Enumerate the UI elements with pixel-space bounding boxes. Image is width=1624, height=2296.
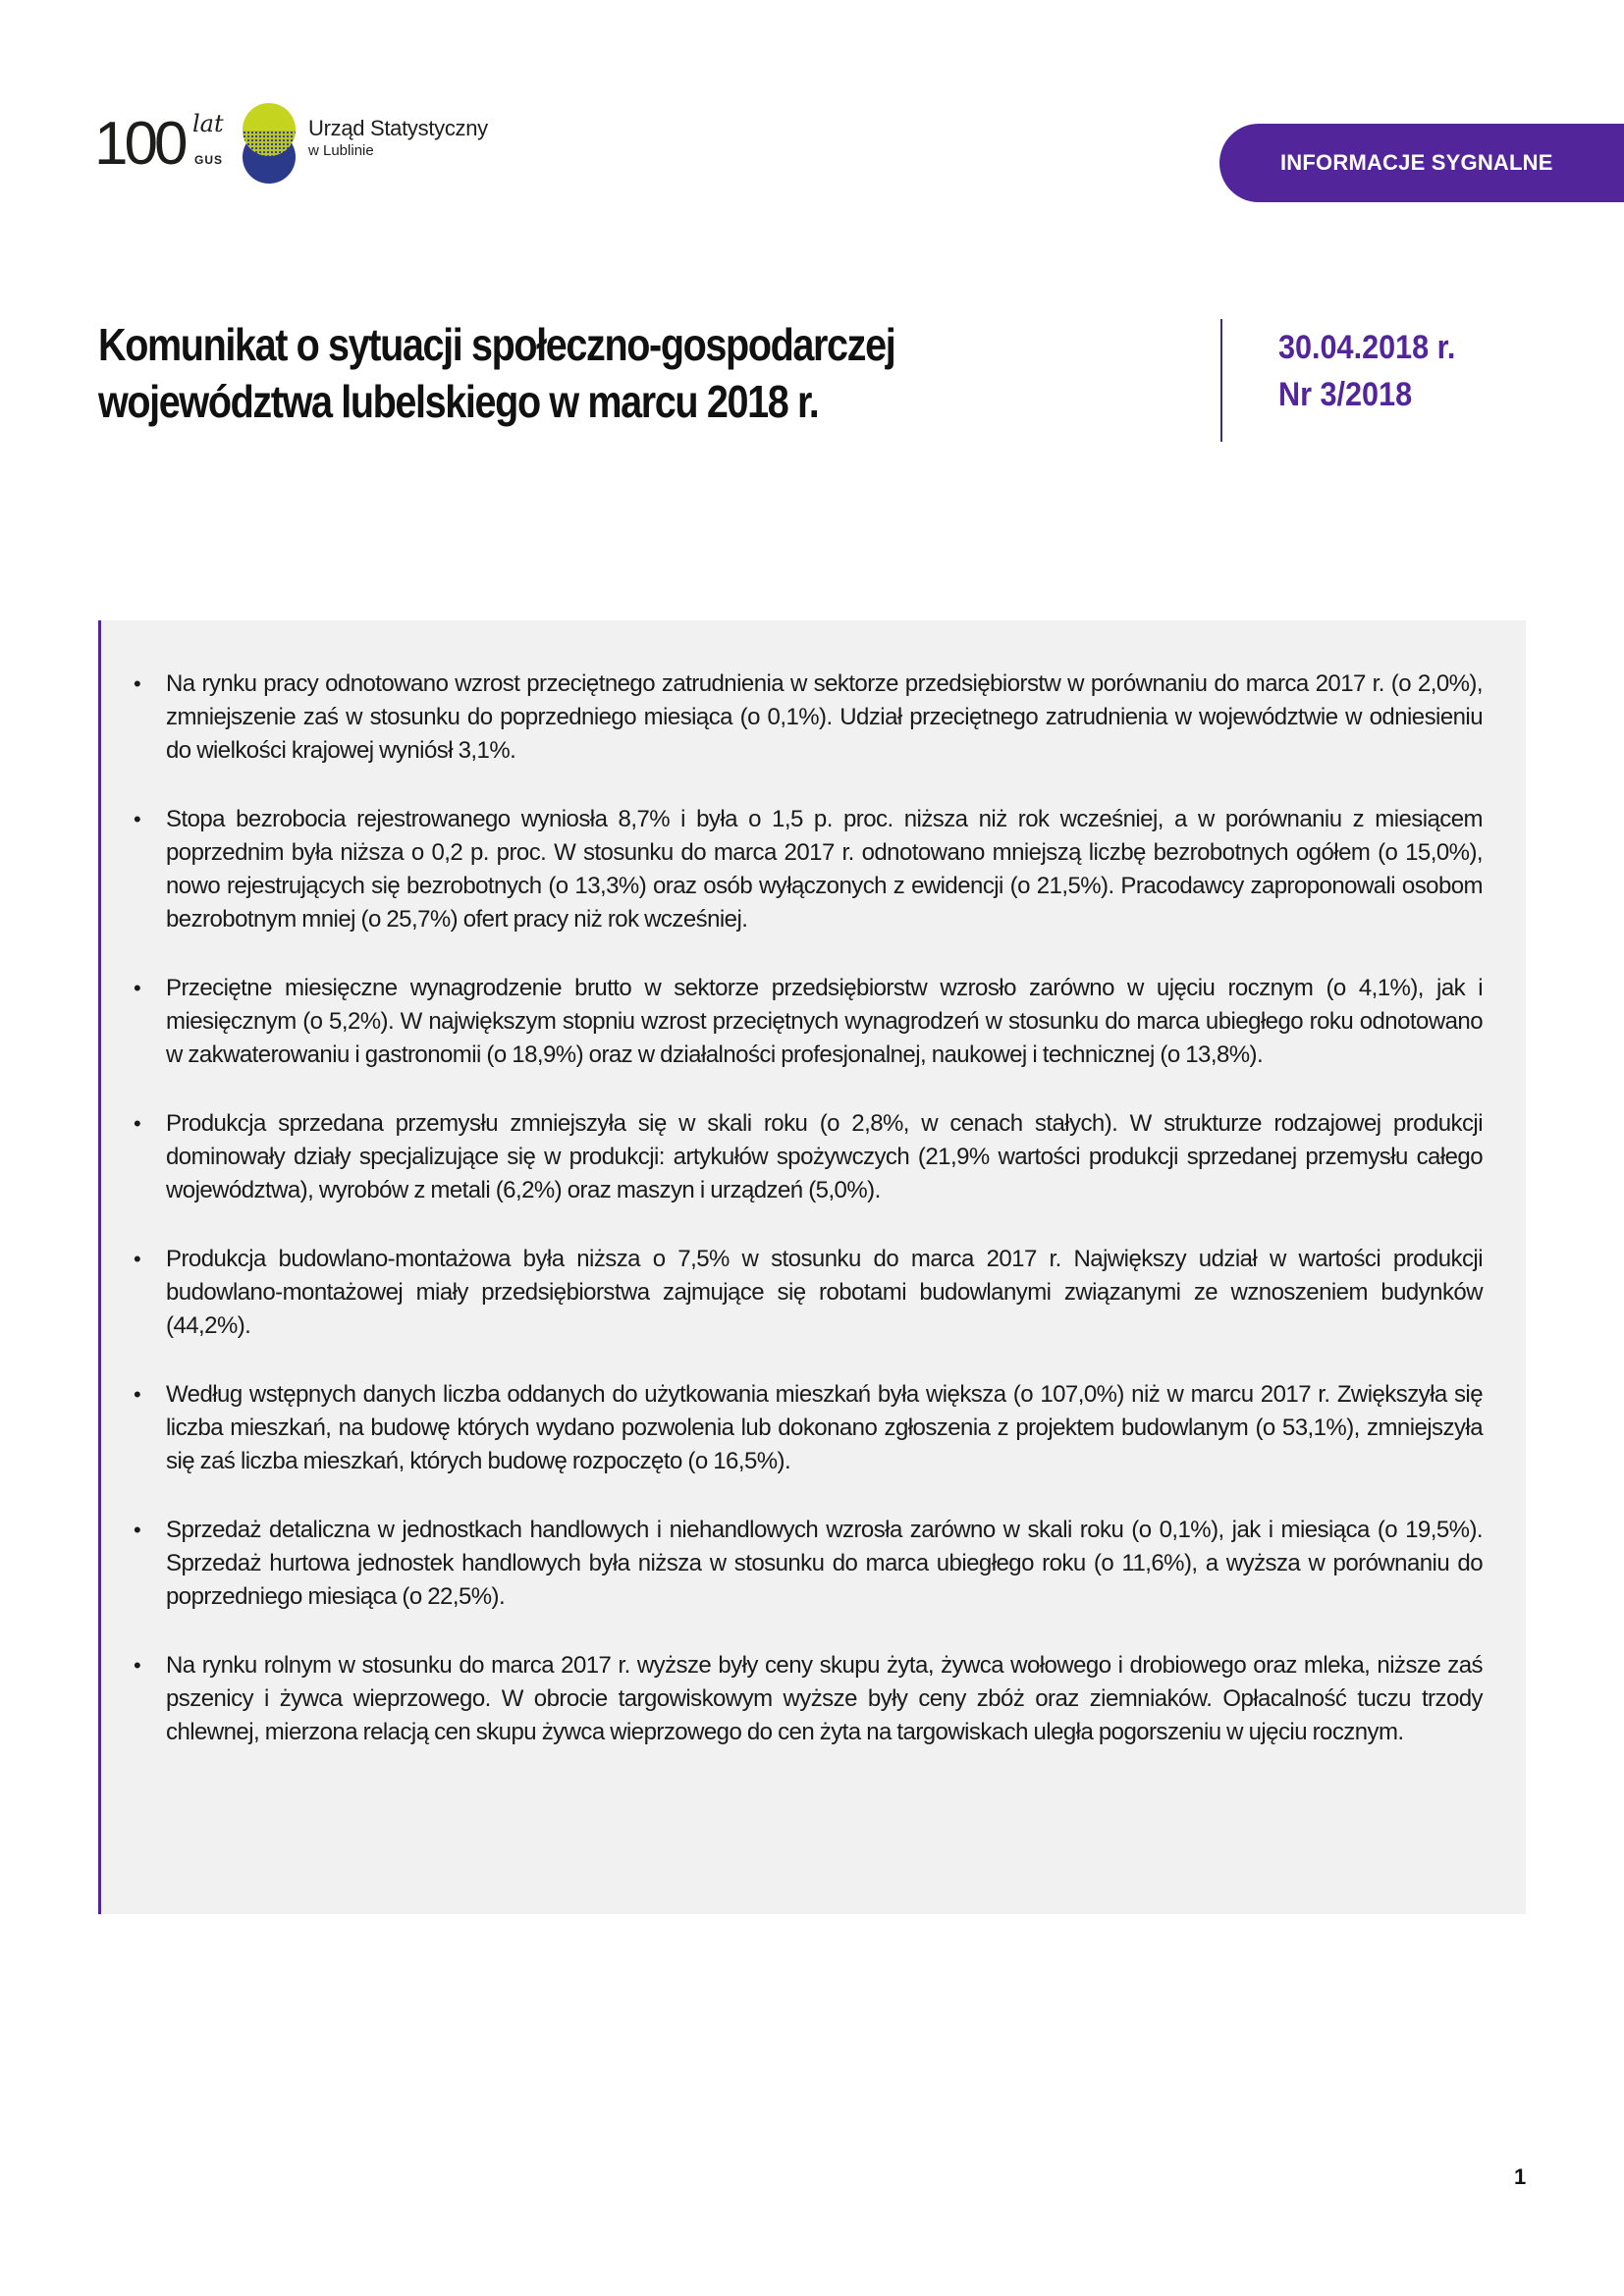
document-meta: [1278, 324, 1455, 418]
publication-type-badge: [1219, 124, 1624, 202]
summary-item: [125, 1107, 1483, 1207]
summary-item: [125, 803, 1483, 936]
summary-item-text: Przeciętne miesięczne wynagrodzenie brutto w sektorze przedsiębiorstw wzrosło zarówno w ujęciu rocznym (o 4,1%), jak i miesięcznym (o 5,2%). W największym stopniu wzrost przeciętnych wynagrodzeń w stosunku do marca ubiegłego roku odnotowano w zakwaterowaniu i gastronomii (o 18,9%) oraz w działalności profesjonalnej, naukowej i technicznej (o 13,8%).: [166, 975, 1483, 1068]
logo-gus-label: GUS: [194, 153, 224, 167]
summary-item: [125, 1514, 1483, 1614]
bullet-icon: •: [134, 976, 141, 1000]
logo-100-digits: 100: [94, 110, 185, 178]
office-name-line1: Urząd Statystyczny: [308, 116, 488, 140]
statistical-office-emblem-icon: [243, 103, 298, 184]
bullet-icon: •: [134, 671, 141, 696]
document-title: [98, 316, 1027, 430]
summary-item: [125, 972, 1483, 1072]
badge-label: INFORMACJE SYGNALNE: [1280, 150, 1553, 175]
bullet-icon: •: [134, 1518, 141, 1542]
summary-item: [125, 1243, 1483, 1343]
title-line-2: województwa lubelskiego w marcu 2018 r.: [98, 376, 819, 427]
summary-item-text: Na rynku pracy odnotowano wzrost przeciętnego zatrudnienia w sektorze przedsiębiorstw w porównaniu do marca 2017 r. (o 2,0%), zmniejszenie zaś w stosunku do poprzedniego miesiąca (o 0,1%). Udział przeciętnego zatrudnienia w województwie w odniesieniu do wielkości krajowej wyniósł 3,1%.: [166, 670, 1483, 764]
summary-item-text: Produkcja sprzedana przemysłu zmniejszyła się w skali roku (o 2,8%, w cenach stałych). W strukturze rodzajowej produkcji dominowały działy specjalizujące się w produkcji: artykułów spożywczych (21,9% wartości produkcji sprzedanej przemysłu całego województwa), wyrobów z metali (6,2%) oraz maszyn i urządzeń (5,0%).: [166, 1110, 1483, 1203]
gus-100-years-logo: [94, 110, 242, 179]
summary-list: [125, 667, 1483, 1749]
bullet-icon: •: [134, 1653, 141, 1678]
bullet-icon: •: [134, 807, 141, 831]
page-number: 1: [1514, 2164, 1527, 2189]
summary-item-text: Na rynku rolnym w stosunku do marca 2017 r. wyższe były ceny skupu żyta, żywca wołowego i drobiowego oraz mleka, niższe zaś pszenicy i żywca wieprzowego. W obrocie targowiskowym wyższe były ceny zbóż oraz ziemniaków. Opłacalność tuczu trzody chlewnej, mierzona relacją cen skupu żywca wieprzowego do cen żyta na targowiskach uległa pogorszeniu w ujęciu rocznym.: [166, 1652, 1483, 1745]
summary-item-text: Według wstępnych danych liczba oddanych do użytkowania mieszkań była większa (o 107,0%) niż w marcu 2017 r. Zwiększyła się liczba mieszkań, na budowę których wydano pozwolenia lub dokonano zgłoszenia z projektem budowlanym (o 53,1%), zmniejszyła się zaś liczba mieszkań, których budowę rozpoczęto (o 16,5%).: [166, 1381, 1483, 1474]
summary-item: [125, 1649, 1483, 1749]
summary-item: [125, 667, 1483, 768]
statistical-office-name: [308, 116, 488, 161]
title-line-1: Komunikat o sytuacji społeczno-gospodarczej: [98, 319, 895, 370]
bullet-icon: •: [134, 1382, 141, 1407]
summary-item-text: Stopa bezrobocia rejestrowanego wyniosła 8,7% i była o 1,5 p. proc. niższa niż rok wcześniej, a w porównaniu z miesiącem poprzednim była niższa o 0,2 p. proc. W stosunku do marca 2017 r. odnotowano mniejszą liczbę bezrobotnych ogółem (o 15,0%), nowo rejestrujących się bezrobotnych (o 13,3%) oraz osób wyłączonych z ewidencji (o 21,5%). Pracodawcy zaproponowali osobom bezrobotnym mniej (o 25,7%) ofert pracy niż rok wcześniej.: [166, 806, 1483, 933]
title-divider: [1220, 319, 1222, 442]
summary-item-text: Sprzedaż detaliczna w jednostkach handlowych i niehandlowych wzrosła zarówno w skali roku (o 0,1%), jak i miesiąca (o 19,5%). Sprzedaż hurtowa jednostek handlowych była niższa w stosunku do marca ubiegłego roku (o 11,6%), a wyższa w porównaniu do poprzedniego miesiąca (o 22,5%).: [166, 1517, 1483, 1610]
logo-lat-script: lat: [192, 110, 224, 137]
publication-number: Nr 3/2018: [1278, 376, 1413, 413]
office-name-line2: w Lublinie: [308, 142, 374, 159]
summary-item-text: Produkcja budowlano-montażowa była niższa o 7,5% w stosunku do marca 2017 r. Największy udział w wartości produkcji budowlano-montażowej miały przedsiębiorstwa zajmujące się robotami budowlanymi związanymi ze wznoszeniem budynków (44,2%).: [166, 1246, 1483, 1339]
summary-box: [98, 620, 1526, 1914]
bullet-icon: •: [134, 1111, 141, 1136]
bullet-icon: •: [134, 1247, 141, 1271]
summary-item: [125, 1378, 1483, 1478]
publication-date: 30.04.2018 r.: [1278, 329, 1456, 366]
